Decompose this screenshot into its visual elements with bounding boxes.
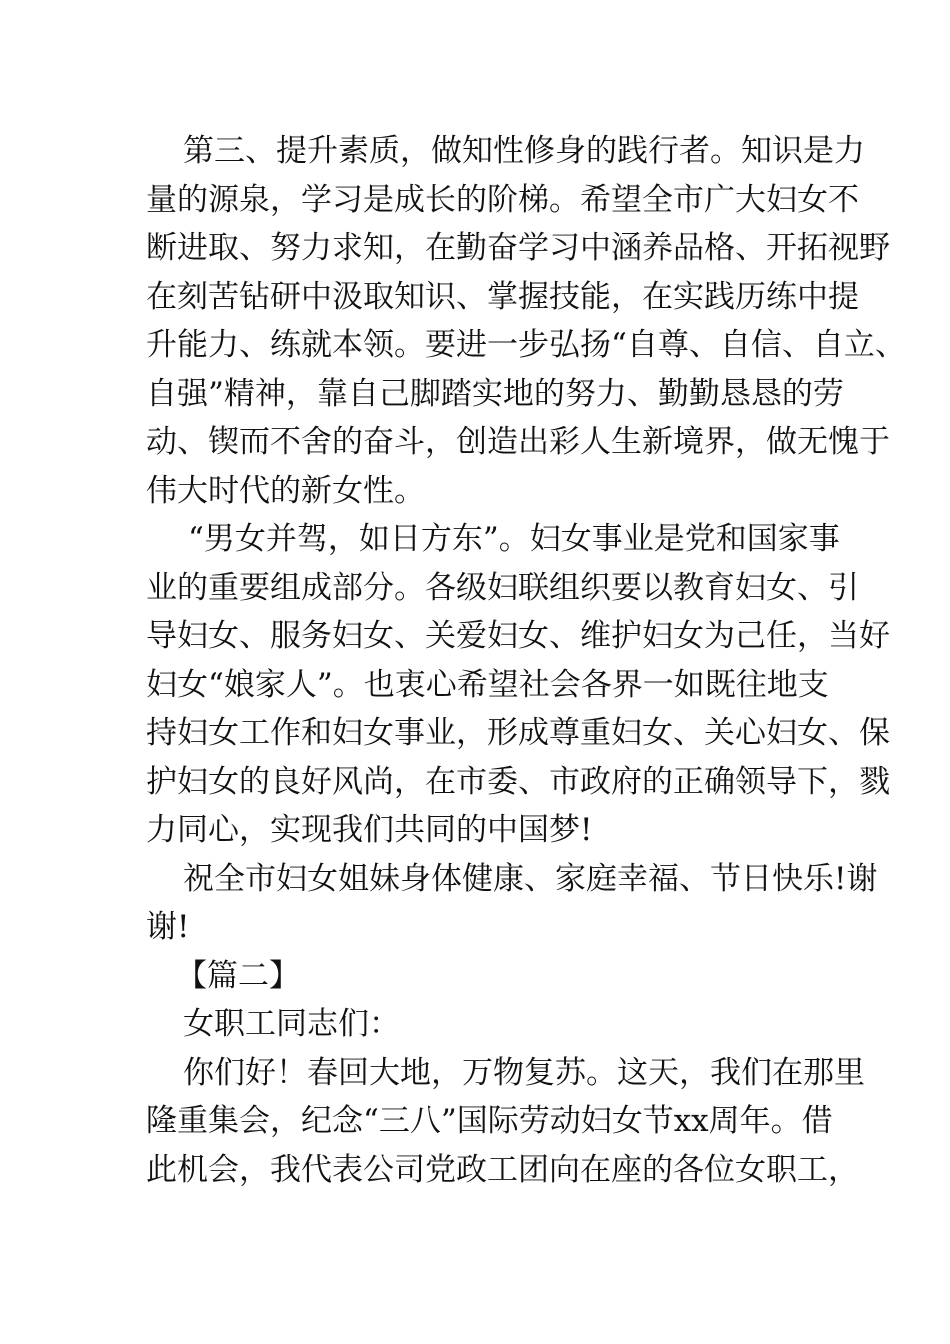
paragraph-line: 第三、提升素质，做知性修身的践行者。知识是力 bbox=[183, 133, 865, 169]
paragraph-line: 伟大时代的新女性。 bbox=[146, 472, 425, 509]
salutation: 女职工同志们： bbox=[183, 1006, 400, 1042]
paragraph-line: 此机会，我代表公司党政工团向在座的各位女职工， bbox=[146, 1151, 859, 1188]
paragraph-line: 妇女“娘家人”。也衷心希望社会各界一如既往地支 bbox=[146, 666, 829, 703]
paragraph-line: 祝全市妇女姐妹身体健康、家庭幸福、节日快乐!谢 bbox=[183, 860, 878, 897]
paragraph-line: 业的重要组成部分。各级妇联组织要以教育妇女、引 bbox=[146, 569, 859, 606]
paragraph-line: “男女并驾，如日方东”。妇女事业是党和国家事 bbox=[188, 521, 840, 557]
paragraph-line: 量的源泉，学习是成长的阶梯。希望全市广大妇女不 bbox=[146, 181, 859, 218]
paragraph-line: 导妇女、服务妇女、关爱妇女、维护妇女为己任，当好 bbox=[146, 618, 890, 654]
paragraph-line: 断进取、努力求知，在勤奋学习中涵养品格、开拓视野 bbox=[146, 230, 890, 266]
paragraph-line: 持妇女工作和妇女事业，形成尊重妇女、关心妇女、保 bbox=[146, 715, 890, 751]
paragraph-line: 力同心，实现我们共同的中国梦! bbox=[146, 812, 593, 848]
paragraph-line: 升能力、练就本领。要进一步弘扬“自尊、自信、自立、 bbox=[146, 327, 906, 363]
paragraph-line: 在刻苦钻研中汲取知识、掌握技能，在实践历练中提 bbox=[146, 278, 859, 315]
paragraph-line: 自强”精神，靠自己脚踏实地的努力、勤勤恳恳的劳 bbox=[146, 375, 844, 412]
paragraph-line: 动、锲而不舍的奋斗，创造出彩人生新境界，做无愧于 bbox=[146, 424, 890, 460]
document-body bbox=[146, 127, 906, 1194]
paragraph-line: 谢! bbox=[146, 909, 190, 945]
paragraph-line: 护妇女的良好风尚，在市委、市政府的正确领导下，戮 bbox=[146, 763, 890, 800]
paragraph-line: 隆重集会，纪念“三八”国际劳动妇女节xx周年。借 bbox=[146, 1103, 833, 1139]
section-heading: 【篇二】 bbox=[176, 957, 300, 994]
paragraph-line: 你们好！春回大地，万物复苏。这天，我们在那里 bbox=[183, 1054, 865, 1091]
